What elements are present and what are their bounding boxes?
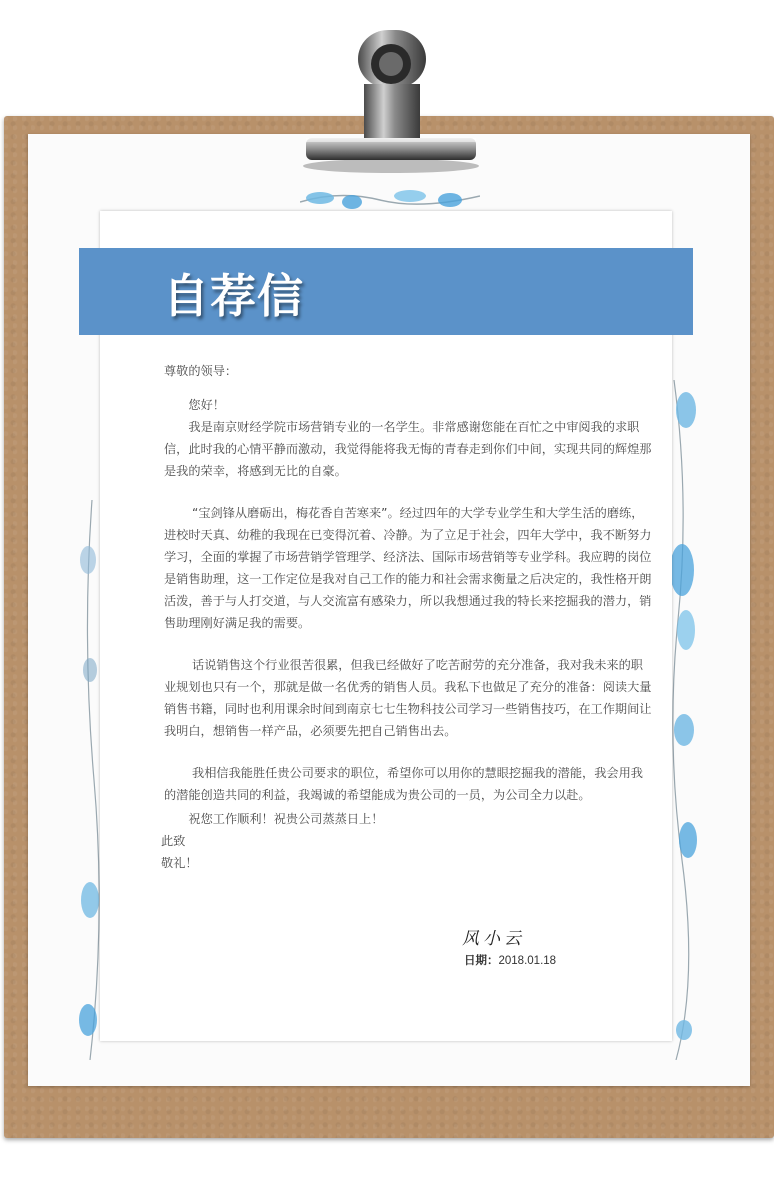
closing-line-1: 此致 xyxy=(161,834,186,848)
paragraph-1: 我是南京财经学院市场营销专业的一名学生。非常感谢您能在百忙之中审阅我的求职信，此时我的心情平静而激动，我觉得能将我无悔的青春走到你们中间，实现共同的辉煌那是我的荣幸，将感到无比的自豪。 xyxy=(164,420,652,478)
greeting: 尊敬的领导： xyxy=(164,364,238,378)
closing-line-2: 敬礼！ xyxy=(161,856,198,870)
page-title: 自荐信 xyxy=(163,269,304,323)
paragraph-4: 我相信我能胜任贵公司要求的职位，希望你可以用你的慧眼挖掘我的潜能，我会用我的潜能创造共同的利益，我竭诚的希望能成为贵公司的一员，为公司全力以赴。 xyxy=(164,766,643,802)
floral-right-decoration xyxy=(668,380,698,1060)
title-banner xyxy=(79,248,693,335)
wishes-line: 祝您工作顺利！祝贵公司蒸蒸日上！ xyxy=(188,812,384,826)
date-value: 2018.01.18 xyxy=(498,955,557,967)
date-line xyxy=(464,952,556,968)
hello-line: 您好！ xyxy=(188,398,225,412)
signature: 风小云 xyxy=(462,929,525,949)
date-label: 日期： xyxy=(464,955,499,967)
paragraph-2: “宝剑锋从磨砺出，梅花香自苦寒来”。经过四年的大学专业学生和大学生活的磨练，进校时天真、幼稚的我现在已变得沉着、冷静。为了立足于社会，四年大学中，我不断努力学习，全面的掌握了市场营销学管理学、经济法、国际市场营销等专业学科。我应聘的岗位是销售助理，这一工作定位是我对自己工作的能力和社会需求衡量之后决定的，我性格开朗活泼，善于与人打交道，与人交流富有感染力，所以我想通过我的特长来挖掘我的潜力，销售助理刚好满足我的需要。 xyxy=(164,506,652,630)
binder-clip-icon xyxy=(296,26,486,176)
letter-body xyxy=(161,360,654,874)
paragraph-3: 话说销售这个行业很苦很累，但我已经做好了吃苦耐劳的充分准备，我对我未来的职业规划也只有一个，那就是做一名优秀的销售人员。我私下也做足了充分的准备：阅读大量销售书籍，同时也利用课余时间到南京七七生物科技公司学习一些销售技巧，在工作期间让我明白，想销售一样产品，必须要先把自己销售出去。 xyxy=(164,658,652,738)
